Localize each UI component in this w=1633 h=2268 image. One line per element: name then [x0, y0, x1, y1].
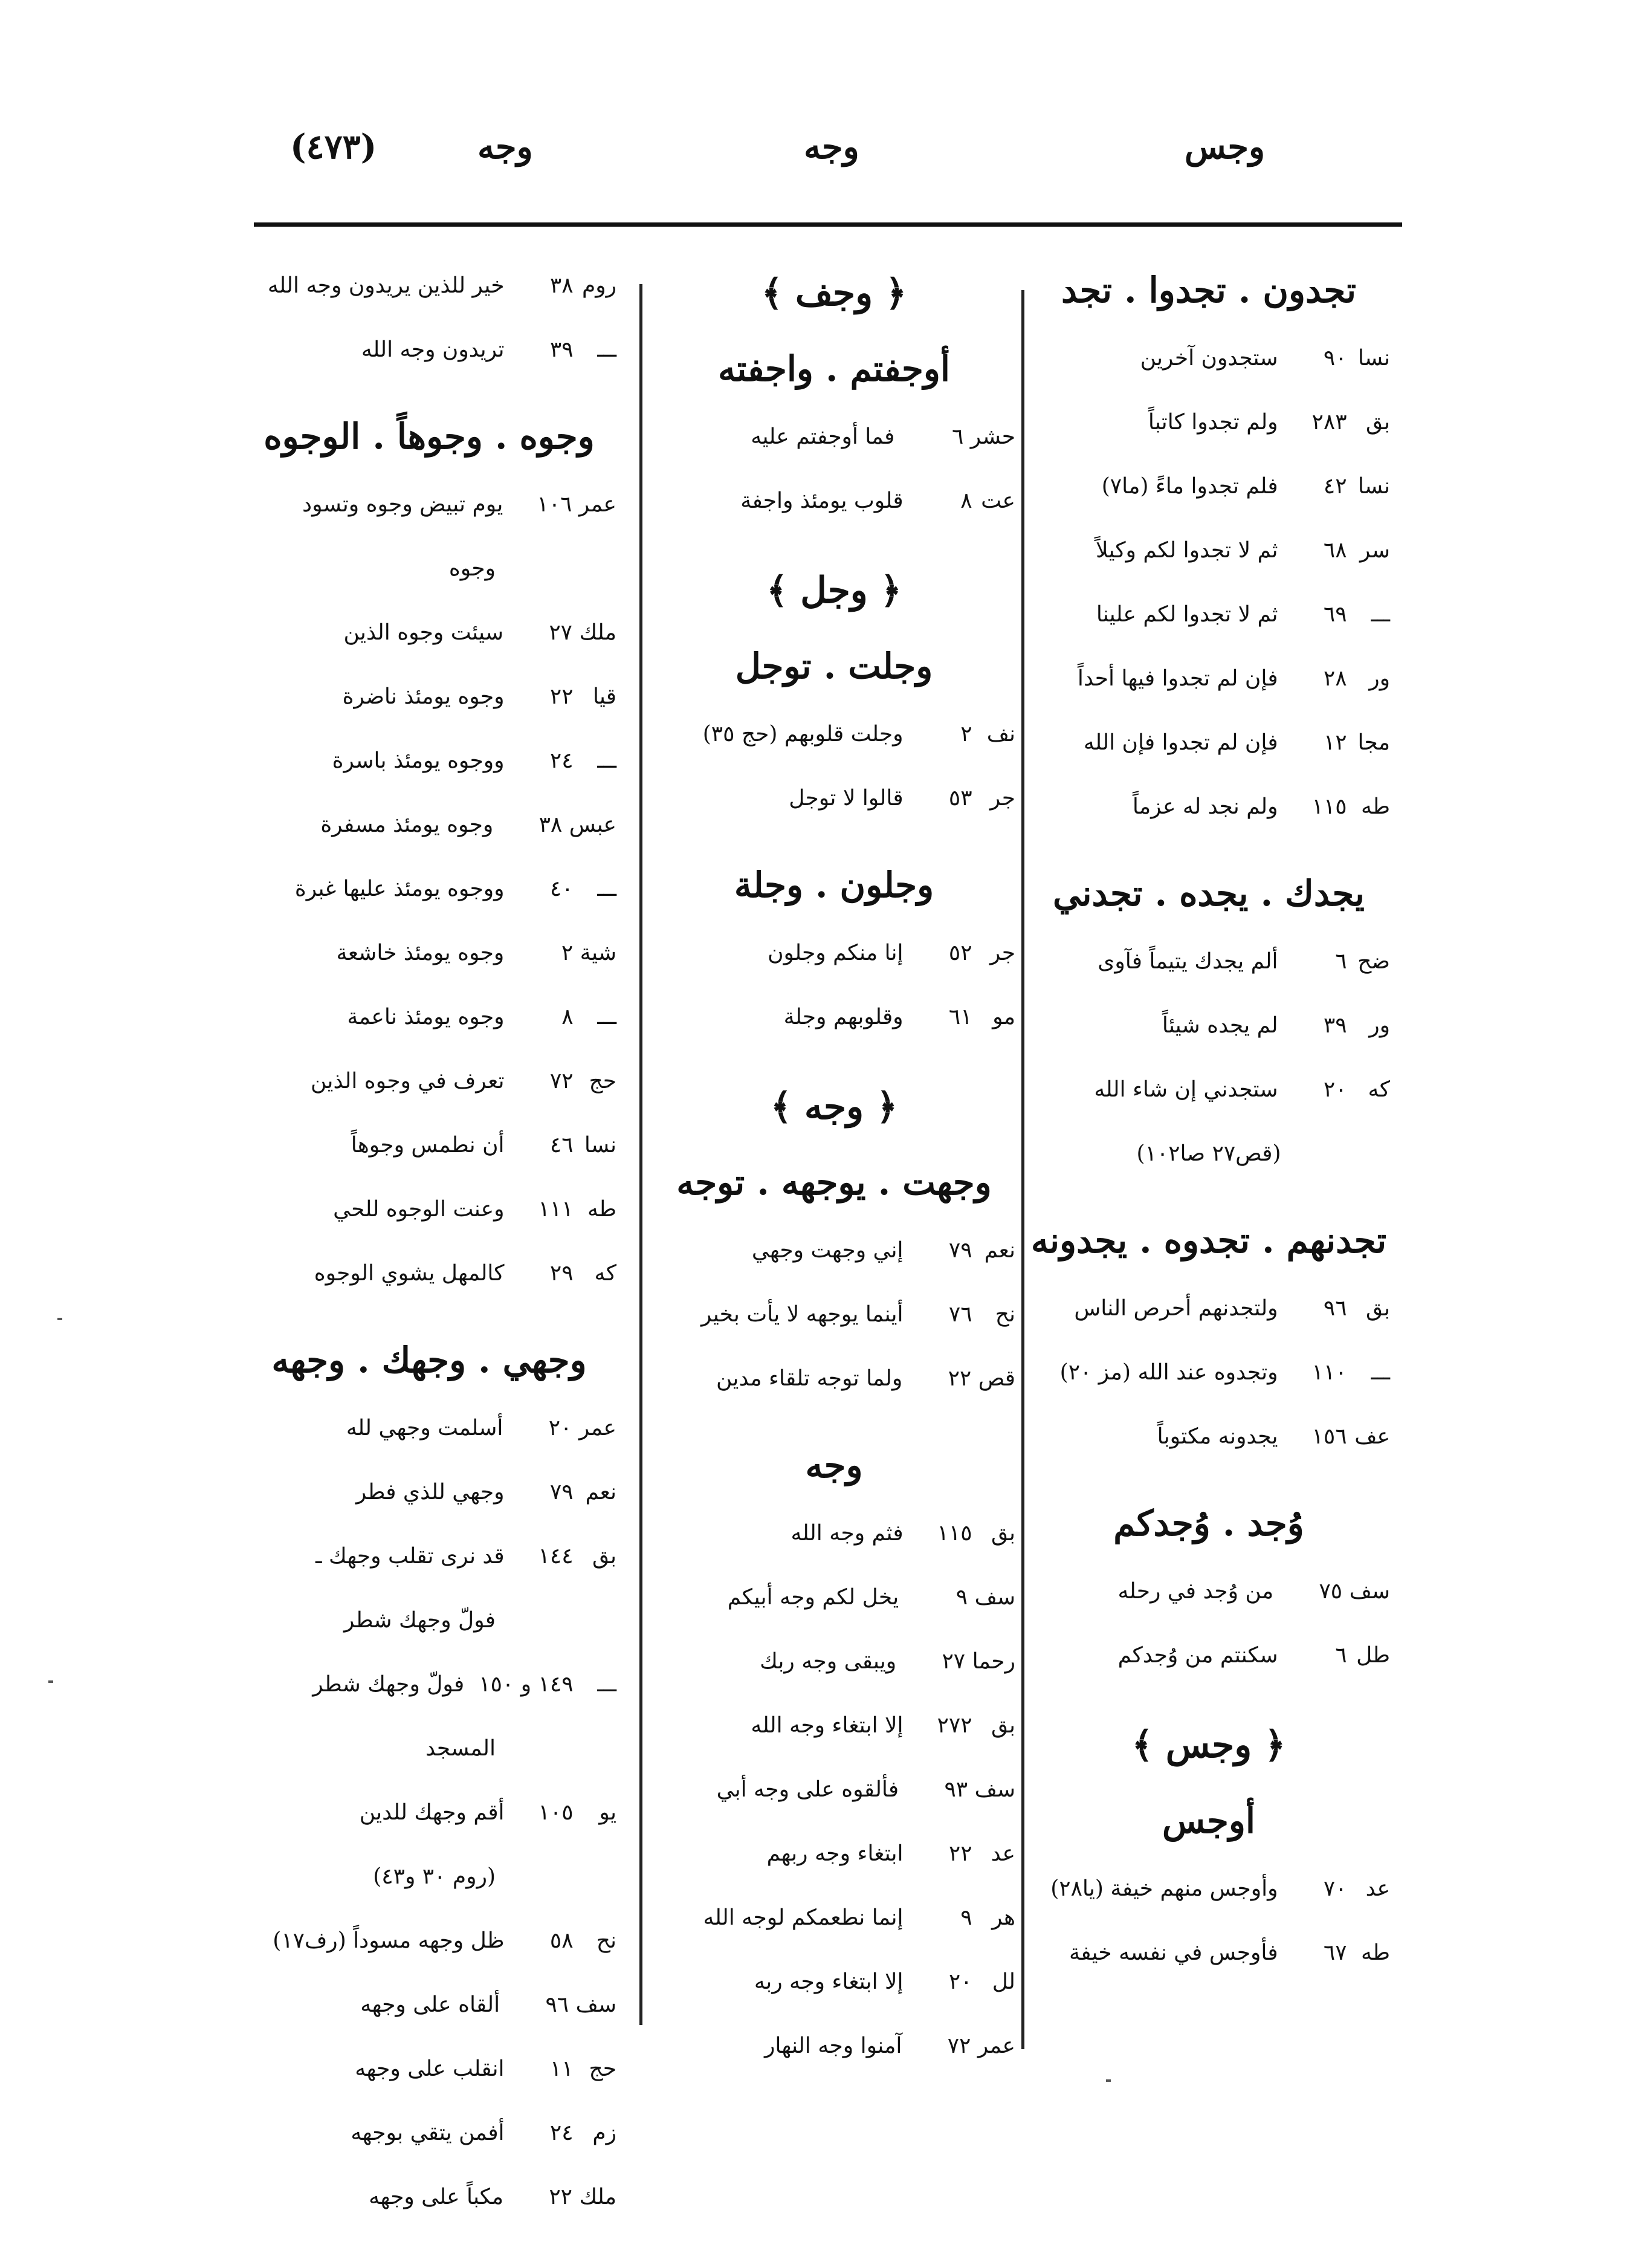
surah-abbrev: طه	[1361, 1940, 1390, 1965]
verse-text: لم يجده شيئاً	[1162, 1013, 1278, 1038]
entry-heading: أوجس	[1162, 1800, 1255, 1841]
verse-text: سيئت وجوه الذين	[343, 620, 503, 645]
verse-number: ٨	[561, 1005, 574, 1029]
surah-abbrev: قص	[978, 1366, 1015, 1391]
spacer	[653, 831, 1015, 849]
verse-number: ٢	[960, 722, 972, 747]
column-right	[1027, 254, 1390, 1985]
verse-text: ظل وجهه مسوداً (رف١٧)	[273, 1928, 505, 1953]
surah-abbrev: عمر	[977, 2033, 1015, 2058]
verse-entry	[242, 857, 616, 921]
verse-entry	[653, 702, 1015, 766]
surah-abbrev: عت	[981, 488, 1015, 513]
verse-entry	[242, 1396, 616, 1460]
verse-number: ٥٣	[948, 786, 972, 811]
verse-text: وجوه يومئذ خاشعة	[336, 941, 505, 965]
header-root-center: وجه	[804, 127, 859, 167]
verse-number: ٥٨	[549, 1928, 574, 1953]
verse-number: ٣٨	[549, 273, 574, 298]
column-divider-left	[639, 284, 642, 2025]
surah-abbrev: حشر	[970, 424, 1015, 449]
entry-heading: وجهي . وجهك . وجهه	[271, 1340, 587, 1381]
verse-entry	[242, 1524, 616, 1589]
verse-entry	[1027, 519, 1390, 583]
surah-abbrev: نح	[596, 1928, 616, 1953]
surah-abbrev: عد	[991, 1841, 1015, 1866]
verse-number: ٤٢	[1323, 474, 1347, 499]
surah-abbrev: كه	[1368, 1077, 1390, 1102]
spacer	[653, 1411, 1015, 1429]
verse-number: ٥٢	[948, 941, 972, 965]
surah-abbrev: سف	[575, 1992, 616, 2017]
spacer	[1027, 1186, 1390, 1204]
verse-number: ٧٥	[1319, 1579, 1343, 1604]
surah-abbrev: سف	[1349, 1579, 1390, 1604]
surah-abbrev: روم	[581, 273, 616, 298]
verse-number: ١١١	[538, 1197, 574, 1222]
verse-number: ٧٢	[549, 1069, 574, 1094]
surah-abbrev: حج	[589, 2056, 616, 2081]
verse-number: ١٠٥	[538, 1800, 574, 1825]
verse-entry	[242, 1781, 616, 1845]
verse-entry	[242, 2165, 616, 2229]
root-heading: ﴿ وجف ﴾	[761, 272, 907, 314]
verse-entry	[1027, 1921, 1390, 1985]
verse-number: ٦	[1335, 1643, 1347, 1668]
surah-abbrev: عد	[1365, 1876, 1390, 1901]
surah-abbrev: ضح	[1357, 949, 1390, 974]
verse-text: فإن لم تجدوا فيها أحداً	[1077, 666, 1278, 691]
verse-text: من وُجد في رحله	[1117, 1579, 1274, 1604]
verse-text: ابتغاء وجه ربهم	[766, 1841, 904, 1866]
verse-number: ٧٩	[948, 1238, 972, 1263]
surah-abbrev: بق	[1365, 410, 1390, 435]
surah-abbrev: ـــ	[597, 1672, 616, 1697]
verse-text: ستجدني إن شاء الله	[1094, 1077, 1278, 1102]
verse-number: ٦٧	[1323, 1940, 1347, 1965]
verse-number: ٤٠	[549, 876, 574, 901]
surah-abbrev: ور	[1369, 666, 1390, 691]
verse-number: ٤٦	[549, 1133, 574, 1158]
spacer	[1027, 1469, 1390, 1487]
verse-number: ١٤٤	[538, 1544, 574, 1569]
verse-entry	[242, 1178, 616, 1242]
verse-entry	[1027, 1560, 1390, 1624]
verse-entry	[242, 1242, 616, 1306]
surah-abbrev: عبس	[569, 812, 616, 837]
verse-text: تريدون وجه الله	[361, 337, 505, 362]
spacer	[653, 1049, 1015, 1068]
entry-heading: تجدون . تجدوا . تجد	[1061, 270, 1356, 311]
verse-entry	[1027, 994, 1390, 1058]
verse-text: إنا منكم وجلون	[768, 941, 904, 965]
surah-abbrev: بق	[1365, 1296, 1390, 1321]
verse-entry	[242, 1973, 616, 2037]
verse-entry	[1027, 711, 1390, 775]
verse-number: ١٠٦	[537, 492, 572, 517]
root-heading: ﴿ وجه ﴾	[770, 1086, 898, 1128]
verse-text: ولما توجه تلقاء مدين	[716, 1366, 903, 1391]
verse-text: فلم تجدوا ماءً (ما٧)	[1101, 474, 1278, 499]
verse-entry	[653, 1566, 1015, 1630]
spacer	[1027, 1688, 1390, 1706]
verse-entry	[1027, 455, 1390, 519]
surah-abbrev: يو	[599, 1800, 616, 1825]
verse-entry	[1027, 1405, 1390, 1469]
verse-entry	[242, 318, 616, 382]
verse-entry	[653, 469, 1015, 533]
surah-abbrev: عمر	[578, 492, 616, 517]
verse-text: ستجدون آخرين	[1140, 346, 1278, 371]
verse-number: ٢٧	[942, 1649, 966, 1674]
verse-entry	[1027, 775, 1390, 839]
verse-number: ٧٢	[947, 2033, 971, 2058]
verse-number: ٩٣	[944, 1777, 968, 1802]
surah-abbrev: قيا	[592, 684, 616, 709]
surah-abbrev: شية	[580, 941, 616, 965]
verse-entry	[242, 1113, 616, 1178]
entry-continuation: المسجد	[425, 1736, 496, 1761]
surah-abbrev: مجا	[1357, 730, 1390, 755]
verse-text: إلا ابتغاء وجه الله	[751, 1713, 904, 1738]
entry-heading: وجهت . يوجهه . توجه	[676, 1162, 992, 1203]
entry-continuation: فولّ وجهك شطر	[344, 1608, 496, 1633]
verse-text: أقم وجهك للدين	[359, 1800, 505, 1825]
surah-abbrev: ـــ	[597, 337, 616, 362]
verse-number: ٩٦	[1323, 1296, 1347, 1321]
verse-text: فإن لم تجدوا فإن الله	[1083, 730, 1278, 755]
verse-text: ووجوه يومئذ عليها غبرة	[294, 876, 505, 901]
verse-text: ألقاه على وجهه	[360, 1992, 500, 2017]
verse-text: أينما يوجهه لا يأت بخير	[700, 1302, 904, 1327]
spacer	[653, 533, 1015, 551]
verse-text: ثم لا تجدوا لكم وكيلاً	[1096, 538, 1278, 563]
surah-abbrev: زم	[592, 2121, 616, 2145]
surah-abbrev: ـــ	[1371, 1360, 1390, 1385]
verse-text: وجهي للذي فطر	[355, 1480, 505, 1505]
verse-number: ٢٩	[549, 1261, 574, 1286]
verse-entry	[653, 1283, 1015, 1347]
verse-number: ٢٢	[948, 1841, 972, 1866]
surah-abbrev: سف	[974, 1585, 1015, 1610]
surah-abbrev: نف	[986, 722, 1015, 747]
entry-heading: يجدك . يجده . تجدني	[1053, 873, 1365, 914]
surah-abbrev: طل	[1356, 1643, 1390, 1668]
verse-text: فما أوجفتم عليه	[751, 424, 895, 449]
verse-entry	[1027, 1341, 1390, 1405]
verse-text: يجدونه مكتوباً	[1157, 1424, 1278, 1449]
scan-speck	[1106, 2079, 1111, 2082]
verse-text: ولم نجد له عزماً	[1132, 794, 1278, 819]
scan-speck	[48, 1680, 53, 1683]
spacer	[242, 382, 616, 400]
verse-number: ٢٢	[948, 1366, 972, 1391]
surah-abbrev: جر	[989, 941, 1015, 965]
verse-entry	[1027, 1058, 1390, 1122]
verse-entry	[1027, 647, 1390, 711]
entry-heading: تجدنهم . تجدوه . يجدونه	[1030, 1220, 1387, 1261]
verse-number: ٧٦	[948, 1302, 972, 1327]
verse-entry	[1027, 390, 1390, 455]
surah-abbrev: نعم	[984, 1238, 1015, 1263]
verse-text: إني وجهت وجهي	[751, 1238, 904, 1263]
surah-abbrev: نعم	[585, 1480, 616, 1505]
verse-entry	[653, 985, 1015, 1049]
column-middle	[653, 254, 1015, 2078]
verse-entry	[653, 1822, 1015, 1886]
verse-number: ٧٩	[549, 1480, 574, 1505]
verse-text: قد نرى تقلب وجهك ـ	[315, 1544, 505, 1569]
verse-text: ووجوه يومئذ باسرة	[332, 748, 505, 773]
verse-number: ٩	[956, 1585, 968, 1610]
surah-abbrev: سف	[974, 1777, 1015, 1802]
verse-number: ٣٨	[538, 812, 563, 837]
verse-number: ١٥٦	[1311, 1424, 1347, 1449]
verse-number: ٦	[951, 424, 964, 449]
verse-entry	[1027, 930, 1390, 994]
cross-reference-note: (قص٢٧ صا١٠٢)	[1136, 1141, 1281, 1166]
verse-number: ٢٧٢	[937, 1713, 972, 1738]
verse-entry	[653, 921, 1015, 985]
verse-text: وعنت الوجوه للحي	[333, 1197, 505, 1222]
verse-number: ٢٧	[549, 620, 572, 645]
verse-text: أن نطمس وجوهاً	[351, 1133, 505, 1158]
verse-text: آمنوا وجه النهار	[765, 2033, 902, 2058]
surah-abbrev: رحما	[972, 1649, 1015, 1674]
entry-heading: وجه	[805, 1445, 863, 1486]
verse-text: ثم لا تجدوا لكم علينا	[1096, 602, 1278, 627]
verse-text: إنما نطعمكم لوجه الله	[703, 1905, 904, 1930]
verse-text: وجوه يومئذ ناضرة	[342, 684, 505, 709]
verse-number: ٢٠	[948, 1969, 972, 1994]
surah-abbrev: بق	[991, 1521, 1015, 1546]
surah-abbrev: بق	[991, 1713, 1015, 1738]
verse-text: وأوجس منهم خيفة (يا٢٨)	[1050, 1876, 1278, 1901]
surah-abbrev: ـــ	[597, 876, 616, 901]
verse-number: ٢٢	[549, 684, 574, 709]
verse-entry	[653, 1347, 1015, 1411]
verse-text: وقلوبهم وجلة	[783, 1005, 904, 1029]
verse-text: يخل لكم وجه أبيكم	[727, 1585, 899, 1610]
surah-abbrev: بق	[592, 1544, 616, 1569]
verse-text: خير للذين يريدون وجه الله	[267, 273, 505, 298]
surah-abbrev: ملك	[579, 620, 616, 645]
verse-text: فولّ وجهك شطر	[312, 1672, 465, 1697]
verse-number: ١١٥	[1311, 794, 1347, 819]
verse-entry	[653, 1694, 1015, 1758]
verse-number: ٦٩	[1323, 602, 1347, 627]
verse-entry	[242, 1460, 616, 1524]
verse-number: ٣٩	[549, 337, 574, 362]
header-root-left: وجس	[1185, 127, 1266, 167]
root-heading: ﴿ وجس ﴾	[1131, 1724, 1286, 1766]
surah-abbrev: هر	[992, 1905, 1015, 1930]
surah-abbrev: ـــ	[1371, 602, 1390, 627]
verse-text: كالمهل يشوي الوجوه	[314, 1261, 505, 1286]
verse-text: أسلمت وجهي لله	[346, 1416, 503, 1440]
verse-entry	[653, 1630, 1015, 1694]
verse-entry	[1027, 326, 1390, 390]
surah-abbrev: لل	[992, 1969, 1015, 1994]
verse-text: إلا ابتغاء وجه ربه	[754, 1969, 904, 1994]
surah-abbrev: جر	[989, 786, 1015, 811]
surah-abbrev: ور	[1369, 1013, 1390, 1038]
verse-number: ١١٠	[1311, 1360, 1347, 1385]
verse-entry	[653, 2014, 1015, 2078]
entry-continuation: وجوه	[448, 556, 496, 581]
entry-heading: وُجد . وُجدكم	[1113, 1503, 1304, 1544]
verse-number: ٩	[960, 1905, 972, 1930]
verse-entry	[653, 405, 1015, 469]
entry-continuation: (روم ٣٠ و٤٣)	[373, 1864, 496, 1889]
surah-abbrev: نسا	[1357, 346, 1390, 371]
surah-abbrev: طه	[587, 1197, 616, 1222]
surah-abbrev: مو	[992, 1005, 1015, 1029]
header-root-right: وجه	[477, 127, 533, 167]
header-rule	[254, 222, 1402, 227]
surah-abbrev: سر	[1359, 538, 1390, 563]
verse-entry	[242, 921, 616, 985]
scan-speck	[57, 1318, 62, 1320]
verse-text: قلوب يومئذ واجفة	[740, 488, 904, 513]
verse-number: ٧٠	[1323, 1876, 1347, 1901]
verse-text: قالوا لا توجل	[789, 786, 904, 811]
verse-number: ٦١	[948, 1005, 972, 1029]
spacer	[1027, 839, 1390, 857]
verse-entry	[653, 1950, 1015, 2014]
verse-number: ٣٩	[1323, 1013, 1347, 1038]
verse-text: فأوجس في نفسه خيفة	[1069, 1940, 1278, 1965]
surah-abbrev: عمر	[578, 1416, 616, 1440]
verse-text: انقلب على وجهه	[355, 2056, 505, 2081]
column-left	[242, 254, 616, 2229]
verse-number: ١١٥	[937, 1521, 972, 1546]
verse-text: ولتجدنهم أحرص الناس	[1074, 1296, 1278, 1321]
verse-number: ٢٢	[549, 2185, 572, 2209]
verse-entry	[242, 793, 616, 857]
verse-entry	[242, 1909, 616, 1973]
spacer	[242, 1306, 616, 1324]
verse-number: ٢٠	[1323, 1077, 1347, 1102]
verse-entry	[653, 1219, 1015, 1283]
column-divider-right	[1021, 290, 1024, 2049]
verse-number: ٢٤	[549, 2121, 574, 2145]
verse-entry	[1027, 1624, 1390, 1688]
entry-heading: وجلون . وجلة	[734, 864, 934, 906]
verse-text: تعرف في وجوه الذين	[311, 1069, 505, 1094]
verse-entry	[242, 1653, 616, 1717]
verse-number: ١٢	[1323, 730, 1347, 755]
verse-text: أفمن يتقي بوجهه	[351, 2121, 505, 2145]
verse-entry	[653, 1886, 1015, 1950]
verse-number: ١٤٩ و ١٥٠	[479, 1672, 574, 1697]
verse-number: ٨	[960, 488, 972, 513]
verse-text: ولم تجدوا كاتباً	[1148, 410, 1278, 435]
surah-abbrev: كه	[594, 1261, 616, 1286]
verse-entry	[242, 2037, 616, 2101]
surah-abbrev: عف	[1354, 1424, 1390, 1449]
surah-abbrev: ملك	[579, 2185, 616, 2209]
verse-entry	[242, 254, 616, 318]
surah-abbrev: نسا	[1357, 474, 1390, 499]
verse-entry	[653, 766, 1015, 831]
verse-entry	[1027, 583, 1390, 647]
surah-abbrev: ـــ	[597, 1005, 616, 1029]
verse-number: ٩٠	[1323, 346, 1347, 371]
page-number: (٤٧٣)	[290, 127, 377, 167]
verse-entry	[1027, 1857, 1390, 1921]
verse-entry	[242, 2101, 616, 2165]
surah-abbrev: نسا	[584, 1133, 616, 1158]
verse-entry	[242, 1049, 616, 1113]
verse-entry	[242, 985, 616, 1049]
verse-number: ٢	[561, 941, 574, 965]
verse-entry	[653, 1502, 1015, 1566]
verse-number: ٢٨٣	[1311, 410, 1347, 435]
verse-text: سكنتم من وُجدكم	[1117, 1643, 1278, 1668]
verse-text: يوم تبيض وجوه وتسود	[302, 492, 503, 517]
verse-number: ٦٨	[1323, 538, 1347, 563]
verse-entry	[1027, 1277, 1390, 1341]
verse-entry	[242, 729, 616, 793]
verse-text: فثم وجه الله	[791, 1521, 904, 1546]
verse-number: ٢٨	[1323, 666, 1347, 691]
surah-abbrev: حج	[589, 1069, 616, 1094]
verse-number: ٢٠	[548, 1416, 572, 1440]
verse-entry	[242, 665, 616, 729]
verse-text: وجلت قلوبهم (حج ٣٥)	[702, 722, 904, 747]
verse-text: مكباً على وجهه	[369, 2185, 503, 2209]
verse-entry	[242, 473, 616, 537]
entry-heading: وجوه . وجوهاً . الوجوه	[264, 416, 595, 457]
verse-text: فألقوه على وجه أبي	[716, 1777, 899, 1802]
entry-heading: وجلت . توجل	[735, 646, 933, 687]
entry-heading: أوجفتم . واجفته	[718, 348, 950, 389]
verse-number: ١١	[549, 2056, 574, 2081]
verse-text: وجوه يومئذ مسفرة	[320, 812, 494, 837]
surah-abbrev: طه	[1361, 794, 1390, 819]
verse-number: ٩٦	[545, 1992, 569, 2017]
root-heading: ﴿ وجل ﴾	[766, 569, 902, 612]
verse-entry	[653, 1758, 1015, 1822]
verse-text: وجوه يومئذ ناعمة	[347, 1005, 505, 1029]
verse-text: وتجدوه عند الله (مز ٢٠)	[1059, 1360, 1278, 1385]
surah-abbrev: ـــ	[597, 748, 616, 773]
verse-text: ويبقى وجه ربك	[760, 1649, 897, 1674]
verse-number: ٦	[1335, 949, 1347, 974]
verse-entry	[242, 601, 616, 665]
verse-number: ٢٤	[549, 748, 574, 773]
surah-abbrev: نح	[995, 1302, 1015, 1327]
verse-text: ألم يجدك يتيماً فآوى	[1098, 949, 1278, 974]
